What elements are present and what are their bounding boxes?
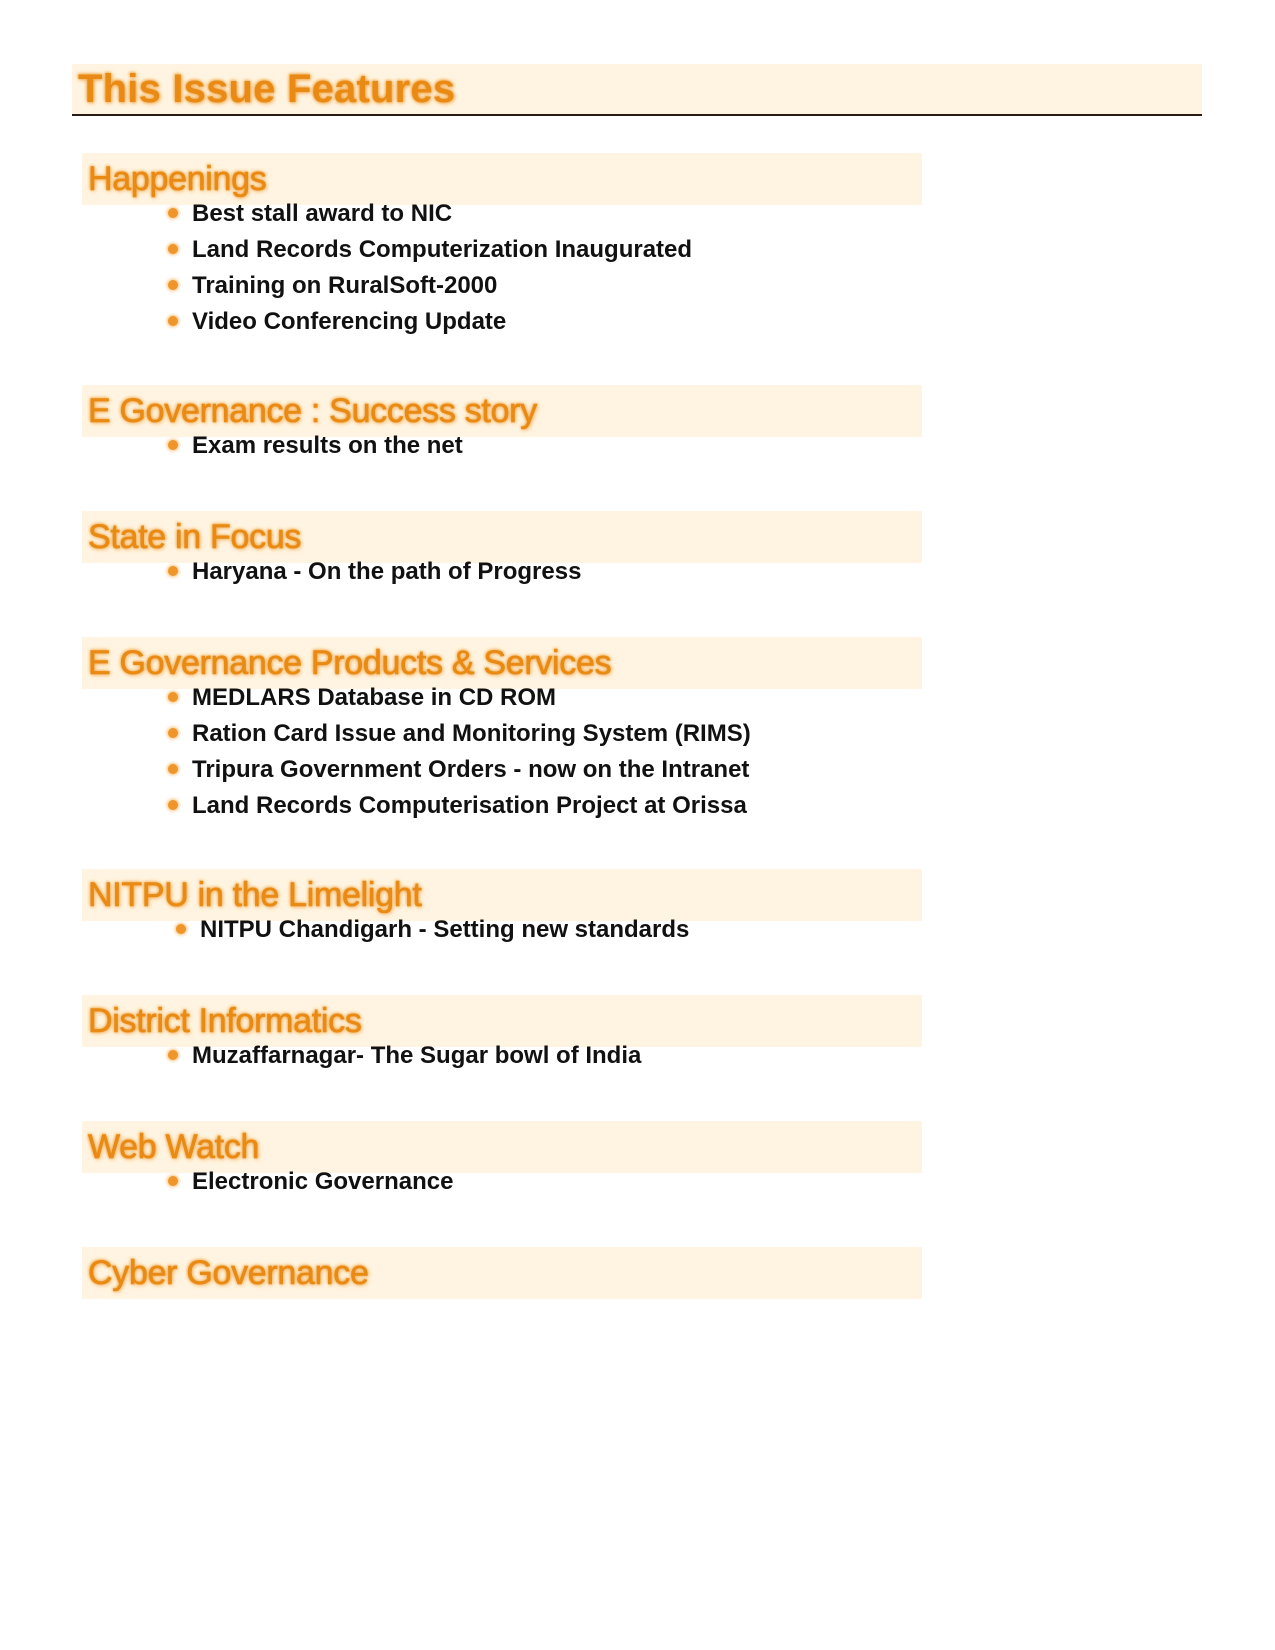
bullet-icon (168, 1176, 178, 1186)
section-state-in-focus (82, 511, 922, 593)
list-item-label: NITPU Chandigarh - Setting new standards (200, 916, 690, 943)
list-item-label: Video Conferencing Update (192, 308, 507, 335)
list-item (168, 271, 922, 307)
section-header (82, 637, 922, 689)
bullet-icon (168, 440, 178, 450)
list-item-label: Electronic Governance (192, 1168, 454, 1195)
bullet-icon (168, 764, 178, 774)
bullet-icon (168, 566, 178, 576)
list-item-label: Exam results on the net (192, 432, 463, 459)
list-item (176, 915, 922, 951)
section-title: Cyber Governance (88, 1254, 369, 1292)
section-header (82, 153, 922, 205)
bullet-icon (168, 728, 178, 738)
section-title: District Informatics (88, 1002, 362, 1040)
section-title: NITPU in the Limelight (88, 876, 422, 914)
list-item (168, 1167, 922, 1203)
bullet-icon (168, 280, 178, 290)
page-title: This Issue Features (78, 67, 456, 111)
list-item-label: MEDLARS Database in CD ROM (192, 684, 557, 711)
item-list (82, 557, 922, 593)
item-list (82, 431, 922, 467)
list-item (168, 235, 922, 271)
bullet-icon (168, 800, 178, 810)
list-item (168, 431, 922, 467)
list-item (168, 1041, 922, 1077)
bullet-icon (168, 244, 178, 254)
section-cyber-governance (82, 1247, 922, 1299)
list-item-label: Muzaffarnagar- The Sugar bowl of India (192, 1042, 642, 1069)
list-item-label: Land Records Computerisation Project at Orissa (192, 792, 747, 819)
list-item-label: Haryana - On the path of Progress (192, 558, 582, 585)
item-list (82, 199, 922, 343)
section-header (82, 869, 922, 921)
section-header (82, 511, 922, 563)
section-title: Web Watch (88, 1128, 260, 1166)
list-item-label: Tripura Government Orders - now on the Intranet (192, 756, 750, 783)
section-title: Happenings (88, 160, 267, 198)
section-district-informatics (82, 995, 922, 1077)
list-item (168, 719, 922, 755)
list-item-label: Best stall award to NIC (192, 200, 453, 227)
section-title: State in Focus (88, 518, 302, 556)
section-header (82, 1121, 922, 1173)
section-title: E Governance : Success story (88, 392, 537, 430)
bullet-icon (176, 924, 186, 934)
section-success-story (82, 385, 922, 467)
section-nitpu-limelight (82, 869, 922, 951)
section-header (82, 385, 922, 437)
bullet-icon (168, 316, 178, 326)
list-item (168, 755, 922, 791)
list-item (168, 791, 922, 827)
list-item-label: Ration Card Issue and Monitoring System (RIMS) (192, 720, 751, 747)
section-products-services (82, 637, 922, 827)
list-item (168, 557, 922, 593)
bullet-icon (168, 692, 178, 702)
item-list (82, 1167, 922, 1203)
list-item (168, 199, 922, 235)
section-header (82, 1247, 922, 1299)
section-header (82, 995, 922, 1047)
bullet-icon (168, 208, 178, 218)
list-item (168, 683, 922, 719)
list-item-label: Training on RuralSoft-2000 (192, 272, 498, 299)
item-list (82, 1041, 922, 1077)
item-list (82, 683, 922, 827)
section-happenings (82, 153, 922, 343)
item-list (82, 915, 922, 951)
list-item-label: Land Records Computerization Inaugurated (192, 236, 693, 263)
page-header (72, 64, 1202, 116)
section-title: E Governance Products & Services (88, 644, 612, 682)
bullet-icon (168, 1050, 178, 1060)
section-web-watch (82, 1121, 922, 1203)
list-item (168, 307, 922, 343)
